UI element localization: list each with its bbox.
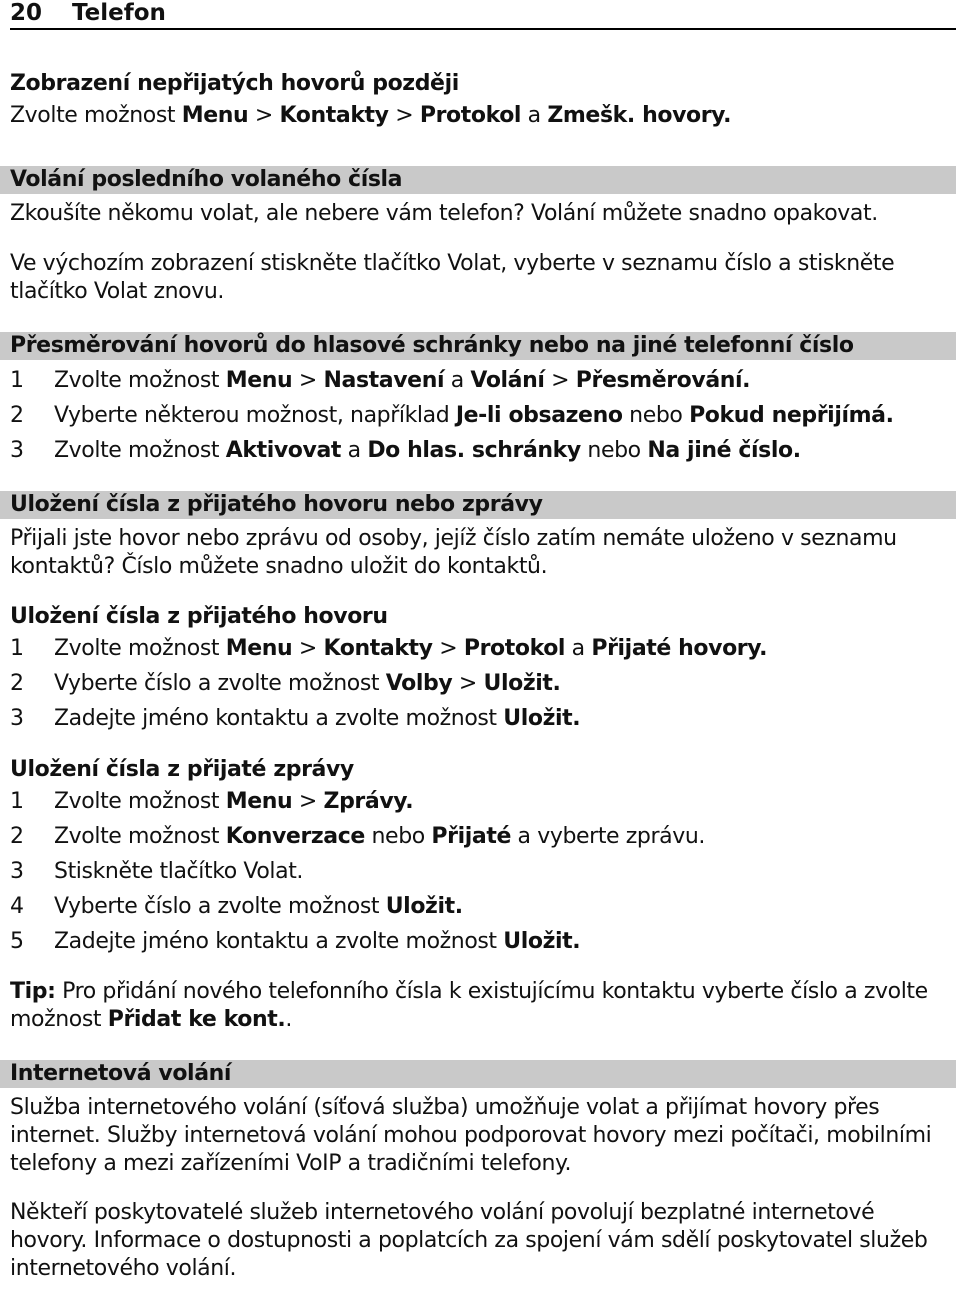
- chapter-title: Telefon: [72, 0, 166, 26]
- save-msg-step-1: 1 Zvolte možnost Menu > Zprávy.: [10, 789, 414, 814]
- save-msg-step-4: 4 Vyberte číslo a zvolte možnost Uložit.: [10, 894, 463, 919]
- divert-step-1: 1 Zvolte možnost Menu > Nastavení a Volání > Přesměrování.: [10, 368, 751, 393]
- missed-instruction: Zvolte možnost Menu > Kontakty > Protokol a Zmešk. hovory.: [10, 103, 732, 128]
- page-header: [10, 0, 956, 30]
- save-msg-step-2: 2 Zvolte možnost Konverzace nebo Přijaté a vyberte zprávu.: [10, 824, 705, 849]
- page-number: 20: [10, 0, 43, 26]
- tip-label: Tip:: [10, 979, 56, 1004]
- save-msg-step-3: 3 Stiskněte tlačítko Volat.: [10, 859, 304, 884]
- save-call-step-3: 3 Zadejte jméno kontaktu a zvolte možnost Uložit.: [10, 706, 581, 731]
- divert-step-2: 2 Vyberte některou možnost, například Je-li obsazeno nebo Pokud nepřijímá.: [10, 403, 894, 428]
- tip-line-2: možnost Přidat ke kont..: [10, 1007, 292, 1032]
- section-heading-redial: Volání posledního volaného čísla: [0, 166, 956, 194]
- internet-p1-line-3: telefony a mezi zařízeními VoIP a tradičními telefony.: [10, 1151, 572, 1176]
- save-paragraph-line-2: kontaktů? Číslo můžete snadno uložit do kontaktů.: [10, 554, 548, 579]
- internet-p2-line-1: Někteří poskytovatelé služeb internetového volání povolují bezplatné internetové: [10, 1200, 875, 1225]
- subheading-save-call: Uložení čísla z přijatého hovoru: [10, 604, 388, 629]
- redial-paragraph-2-line-1: Ve výchozím zobrazení stiskněte tlačítko Volat, vyberte v seznamu číslo a stiskněte: [10, 251, 895, 276]
- save-call-step-2: 2 Vyberte číslo a zvolte možnost Volby > Uložit.: [10, 671, 561, 696]
- tip-line-1: Tip: Pro přidání nového telefonního čísla k existujícímu kontaktu vyberte číslo a zvolte: [10, 979, 928, 1004]
- section-heading-internet: Internetová volání: [0, 1060, 956, 1088]
- section-heading-missed: Zobrazení nepřijatých hovorů později: [10, 71, 459, 96]
- divert-step-3: 3 Zvolte možnost Aktivovat a Do hlas. schránky nebo Na jiné číslo.: [10, 438, 801, 463]
- save-paragraph-line-1: Přijali jste hovor nebo zprávu od osoby, jejíž číslo zatím nemáte uloženo v seznamu: [10, 526, 897, 551]
- redial-paragraph-2-line-2: tlačítko Volat znovu.: [10, 279, 224, 304]
- page-content: [10, 70, 956, 1283]
- section-heading-divert: Přesměrování hovorů do hlasové schránky nebo na jiné telefonní číslo: [0, 332, 956, 360]
- subheading-save-message: Uložení čísla z přijaté zprávy: [10, 757, 354, 782]
- internet-p2-line-3: internetového volání.: [10, 1256, 237, 1281]
- save-call-step-1: 1 Zvolte možnost Menu > Kontakty > Protokol a Přijaté hovory.: [10, 636, 768, 661]
- internet-p1-line-1: Služba internetového volání (síťová služba) umožňuje volat a přijímat hovory přes: [10, 1095, 880, 1120]
- section-heading-save: Uložení čísla z přijatého hovoru nebo zprávy: [0, 491, 956, 519]
- internet-p1-line-2: internet. Služby internetová volání mohou podporovat hovory mezi počítači, mobilními: [10, 1123, 932, 1148]
- internet-p2-line-2: hovory. Informace o dostupnosti a poplatcích za spojení vám sdělí poskytovatel služeb: [10, 1228, 928, 1253]
- redial-paragraph-1: Zkoušíte někomu volat, ale nebere vám telefon? Volání můžete snadno opakovat.: [10, 201, 878, 226]
- save-msg-step-5: 5 Zadejte jméno kontaktu a zvolte možnost Uložit.: [10, 929, 581, 954]
